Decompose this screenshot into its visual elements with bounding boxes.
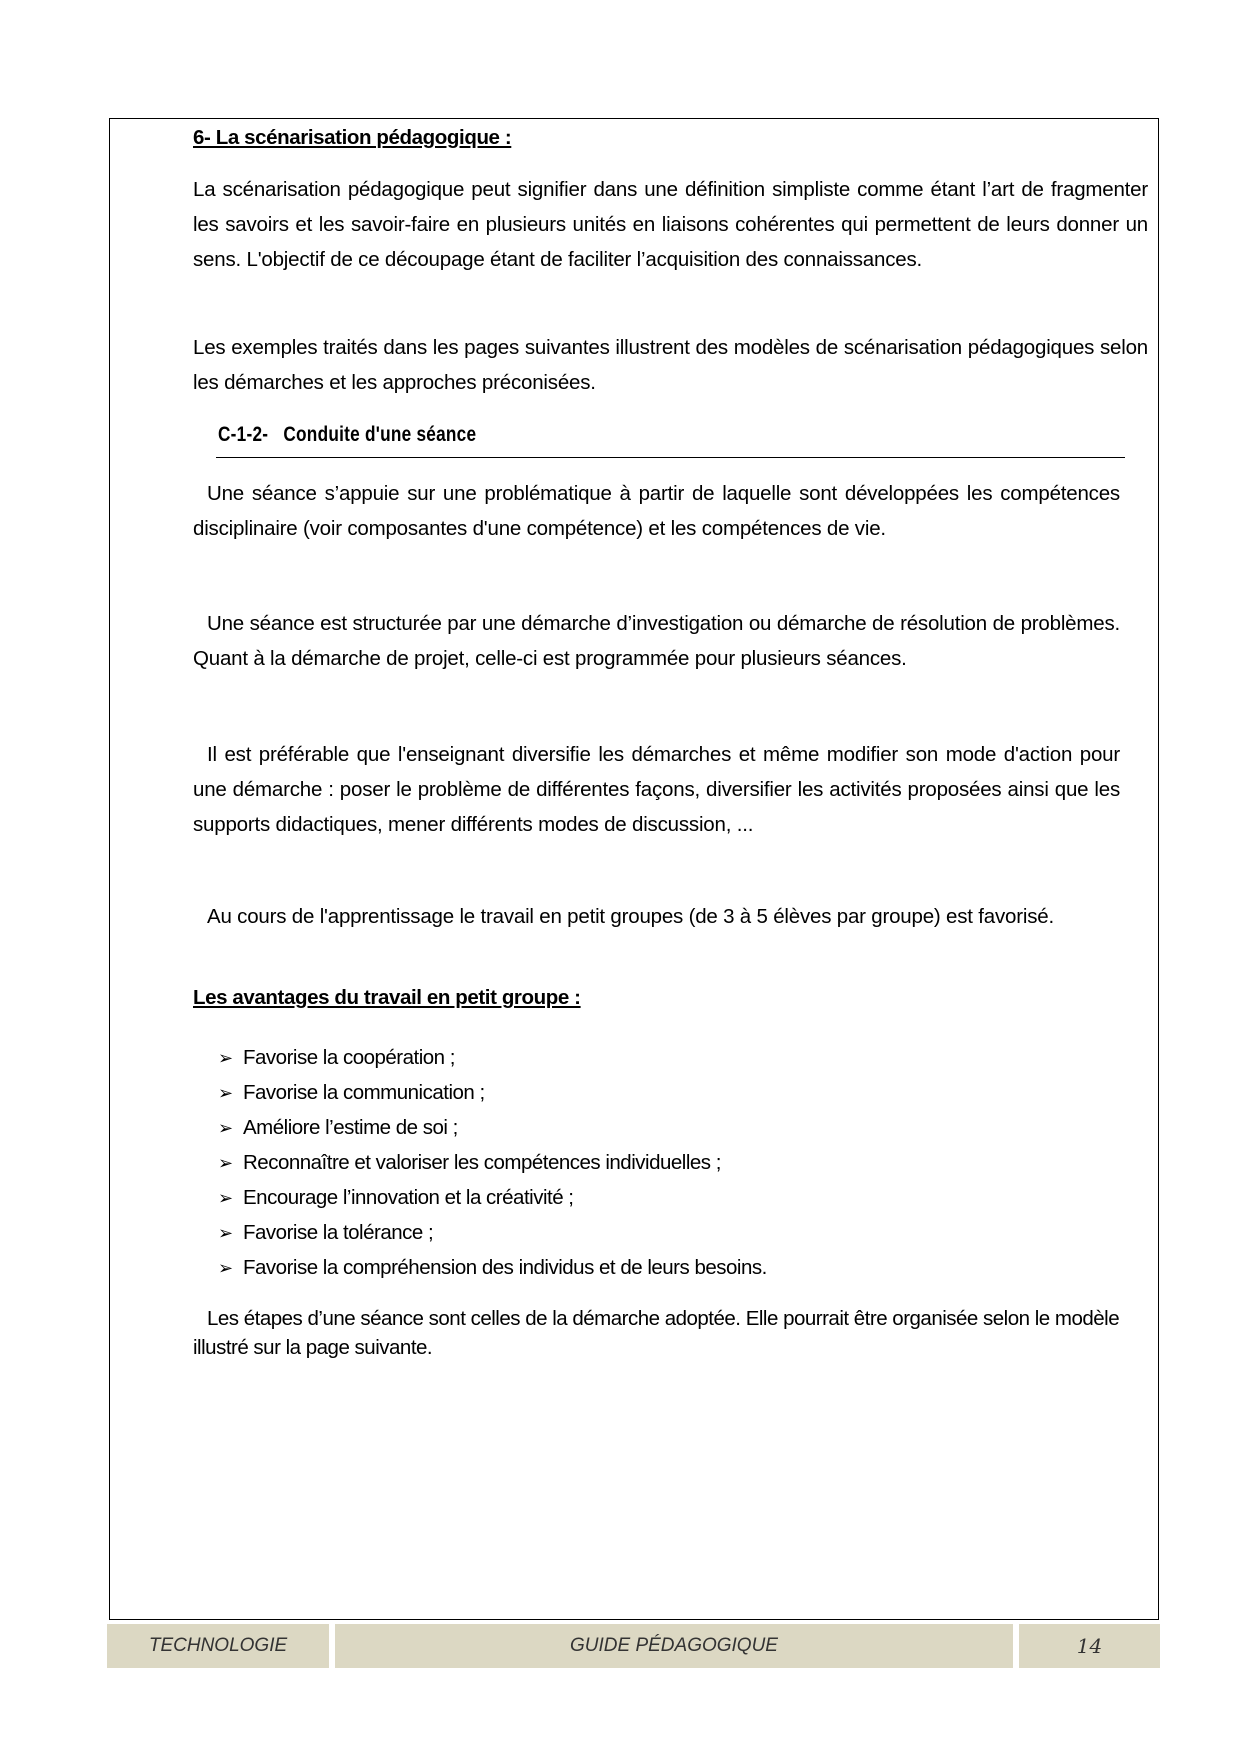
heading-rule bbox=[216, 457, 1125, 458]
arrow-bullet-icon: ➢ bbox=[218, 1222, 233, 1243]
list-item: ➢ Encourage l’innovation et la créativité ; bbox=[218, 1180, 767, 1215]
paragraph: Les exemples traités dans les pages suivantes illustrent des modèles de scénarisation pédagogiques selon les démarches et les approches préconisées. bbox=[193, 336, 1148, 394]
list-item: ➢ Améliore l’estime de soi ; bbox=[218, 1110, 767, 1145]
arrow-bullet-icon: ➢ bbox=[218, 1257, 233, 1278]
paragraph: Au cours de l'apprentissage le travail en petit groupes (de 3 à 5 élèves par groupe) est favorisé. bbox=[207, 905, 1054, 928]
arrow-bullet-icon: ➢ bbox=[218, 1082, 233, 1103]
advantages-list bbox=[218, 1040, 767, 1285]
list-item: ➢ Reconnaître et valoriser les compétences individuelles ; bbox=[218, 1145, 767, 1180]
footer-title: GUIDE PÉDAGOGIQUE bbox=[335, 1624, 1013, 1668]
list-title: Les avantages du travail en petit groupe : bbox=[193, 986, 581, 1009]
paragraph: Il est préférable que l'enseignant diversifie les démarches et même modifier son mode d'action pour une démarche : poser le problème de différentes façons, diversifier les activités proposées ainsi que les supports didactiques, mener différents modes de discussion, ... bbox=[193, 743, 1120, 836]
paragraph: La scénarisation pédagogique peut signifier dans une définition simpliste comme étant l’art de fragmenter les savoirs et les savoir-faire en plusieurs unités en liaisons cohérentes qui permettent de leurs donner un sens. L'objectif de ce découpage étant de faciliter l’acquisition des connaissances. bbox=[193, 178, 1148, 271]
arrow-bullet-icon: ➢ bbox=[218, 1117, 233, 1138]
arrow-bullet-icon: ➢ bbox=[218, 1187, 233, 1208]
list-item: ➢ Favorise la tolérance ; bbox=[218, 1215, 767, 1250]
footer-page-number: 14 bbox=[1019, 1624, 1160, 1668]
arrow-bullet-icon: ➢ bbox=[218, 1047, 233, 1068]
list-item: ➢ Favorise la coopération ; bbox=[218, 1040, 767, 1075]
paragraph: Une séance est structurée par une démarche d’investigation ou démarche de résolution de problèmes. Quant à la démarche de projet, celle-ci est programmée pour plusieurs séances. bbox=[193, 612, 1120, 670]
section-heading-scenarisation: 6- La scénarisation pédagogique : bbox=[193, 126, 512, 149]
arrow-bullet-icon: ➢ bbox=[218, 1152, 233, 1173]
paragraph: Une séance s’appuie sur une problématique à partir de laquelle sont développées les compétences disciplinaire (voir composantes d'une compétence) et les compétences de vie. bbox=[193, 482, 1120, 540]
list-item: ➢ Favorise la communication ; bbox=[218, 1075, 767, 1110]
closing-paragraph: Les étapes d’une séance sont celles de la démarche adoptée. Elle pourrait être organisée selon le modèle illustré sur la page suivante. bbox=[193, 1307, 1120, 1359]
footer-subject: TECHNOLOGIE bbox=[107, 1624, 329, 1668]
list-item: ➢ Favorise la compréhension des individus et de leurs besoins. bbox=[218, 1250, 767, 1285]
section-heading-conduite: C-1-2- Conduite d'une séance bbox=[218, 423, 477, 446]
